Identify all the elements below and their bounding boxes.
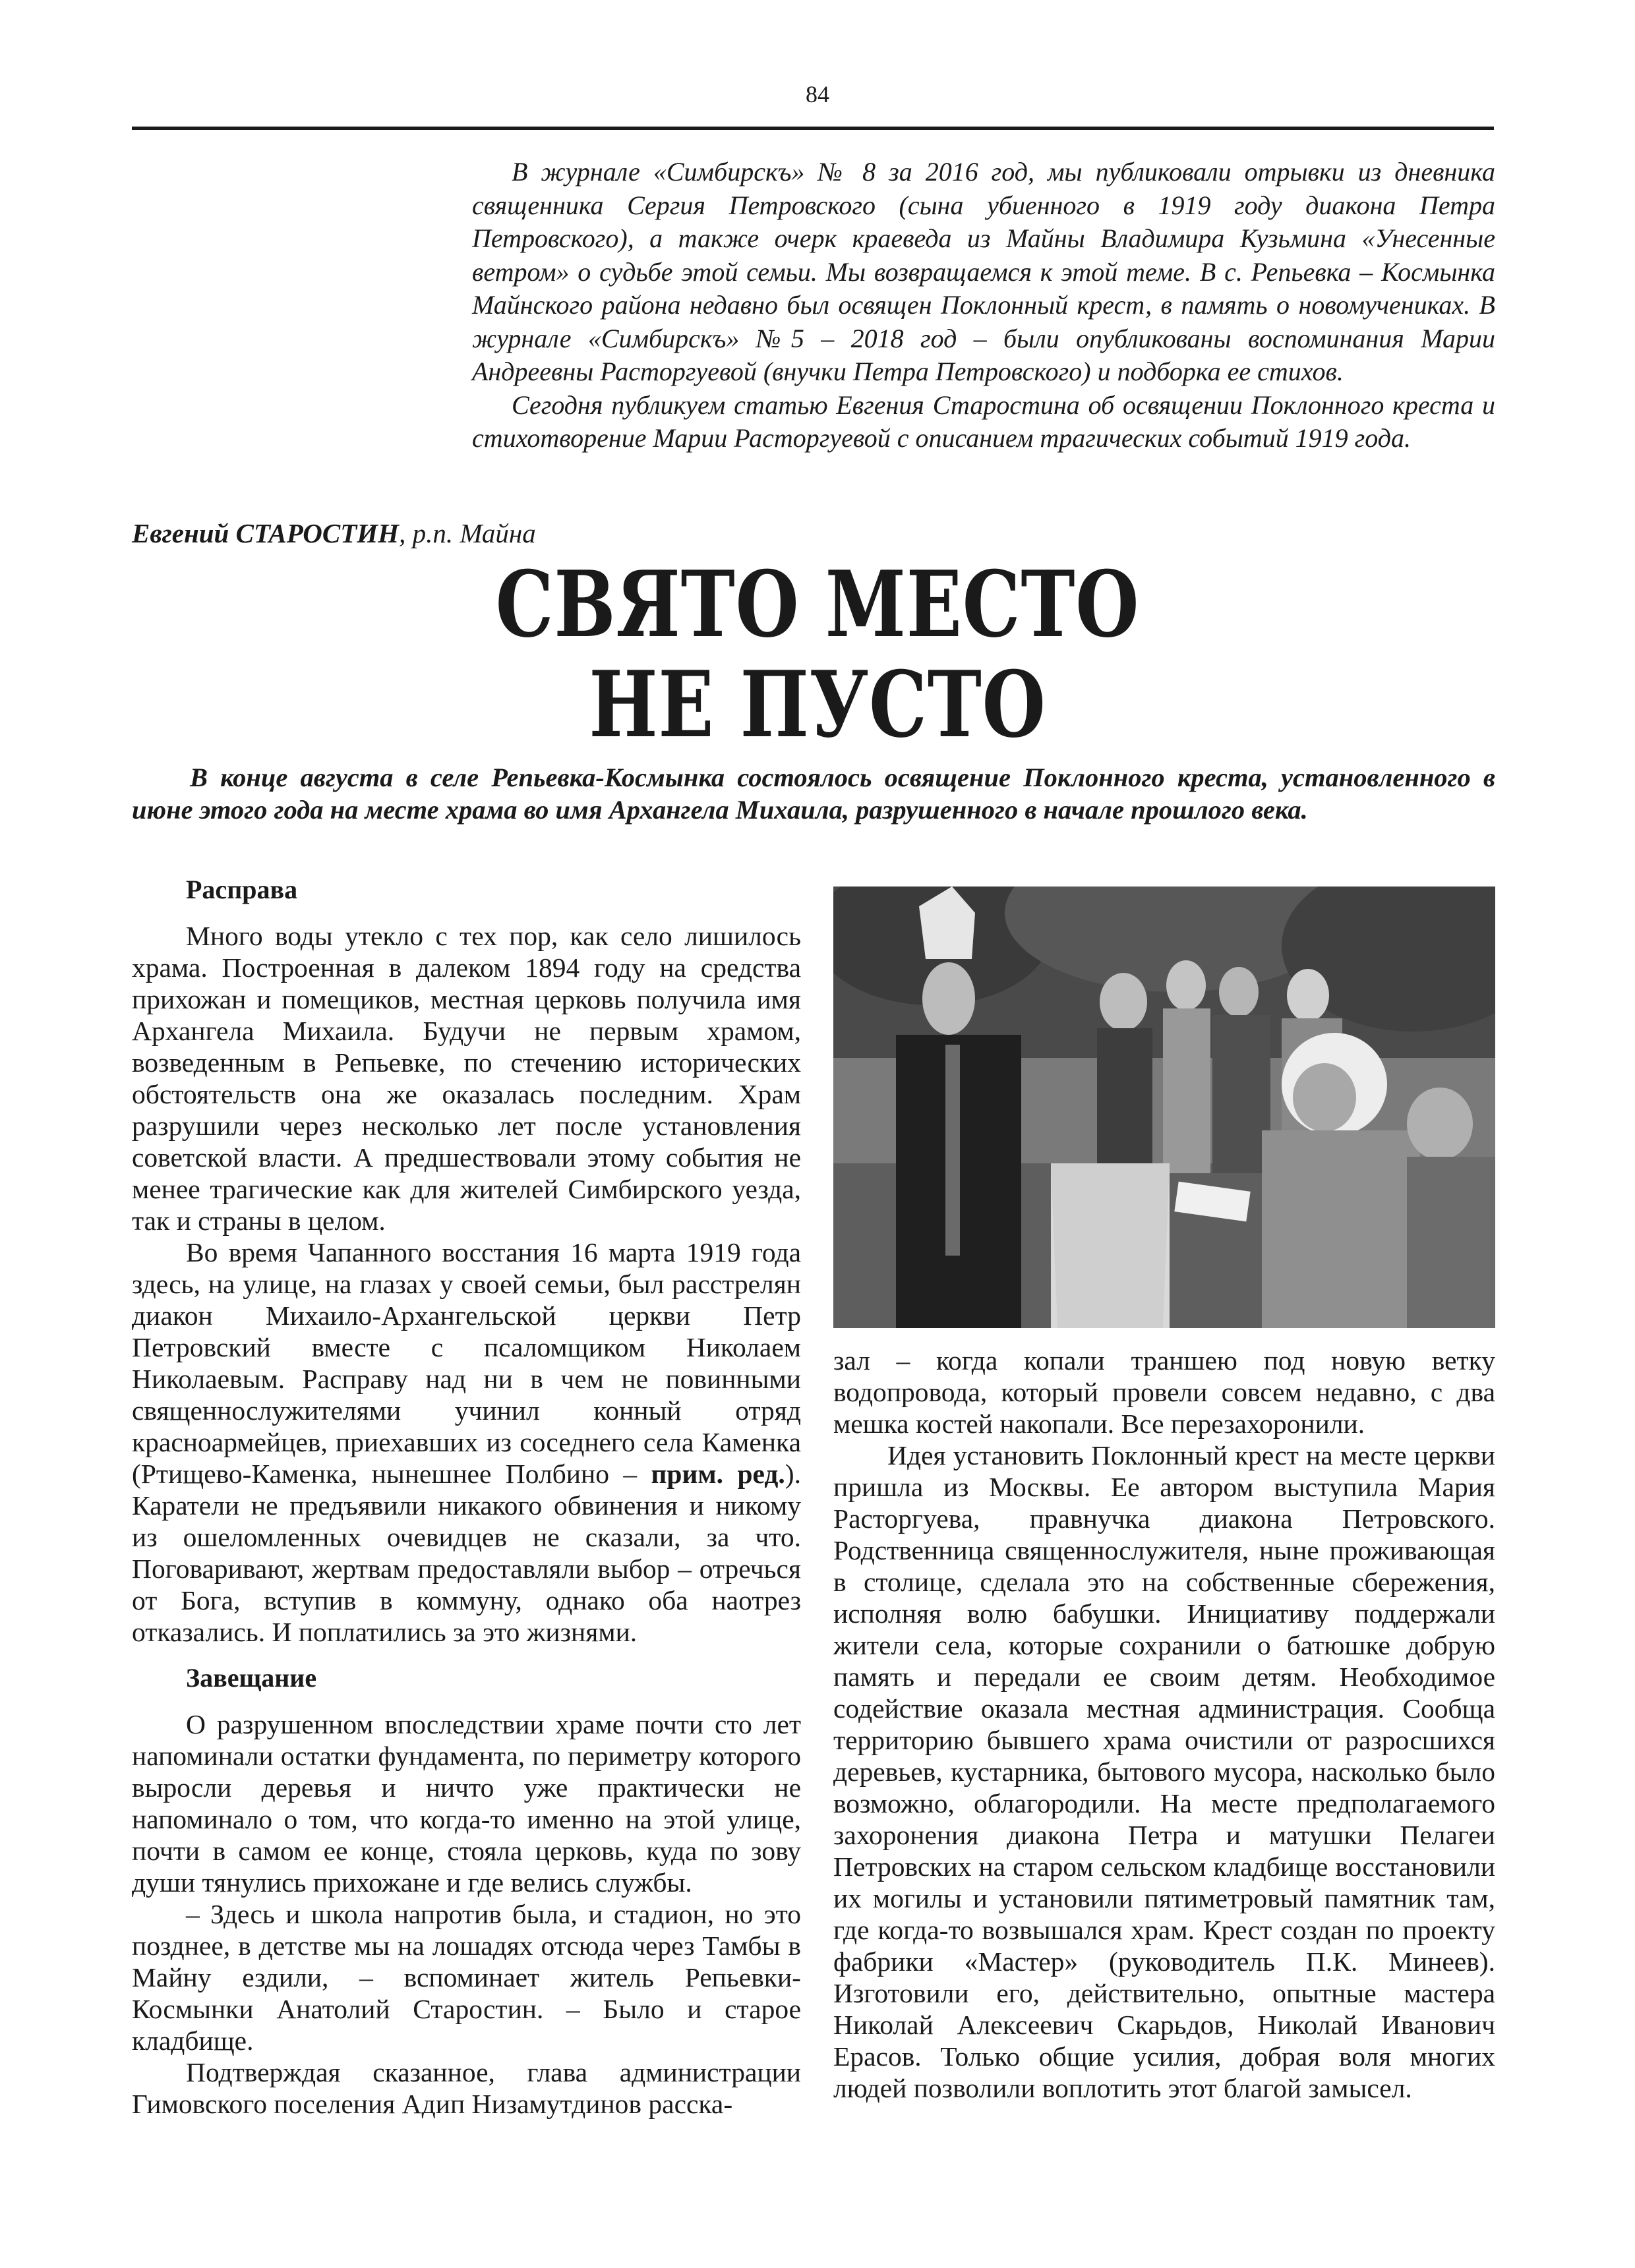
lead-paragraph: В конце августа в селе Репьевка-Космынка состоялось освящение Поклонного креста, установленного в июне этого года на месте храма во имя Архангела Михаила, разрушенного в начале прошлого века. [132, 763, 1495, 825]
page-number: 84 [806, 81, 829, 107]
intro-paragraph: В журнале «Симбирскъ» № 8 за 2016 год, мы публиковали отрывки из дневника священника Сергия Петровского (сына убиенного в 1919 году диакона Петра Петровского), а также очерк краеведа из Майны Владимира Кузьмина «Унесенные ветром» о судьбе этой семьи. Мы возвращаемся к этой теме. В с. Репьевка – Космынка Майнского района недавно был освящен Поклонный крест, в память о новомучениках. В журнале «Симбирскъ» №5 – 2018 год – были опубликованы воспоминания Марии Андреевны Расторгуевой (внучки Петра Петровского) и подборка ее стихов. [472, 157, 1495, 386]
photo-illustration [833, 887, 1495, 1328]
header-rule [132, 127, 1494, 130]
author-place: , р.п. Майна [399, 518, 536, 548]
right-column [833, 1345, 1495, 2104]
left-column [132, 871, 801, 2120]
section-heading: Завещание [186, 1663, 317, 1693]
headline-line-1: СВЯТО МЕСТО [495, 550, 1140, 658]
byline [132, 517, 536, 549]
body-paragraph: Подтверждая сказанное, глава администрации Гимовского поселения Адип Низамутдинов расска- [132, 2057, 801, 2119]
body-paragraph: Во время Чапанного восстания 16 марта 1919 года здесь, на улице, на глазах у своей семьи, был расстрелян диакон Михаило-Архангельской церкви Петр Петровский вместе с псаломщиком Николаем Николаевым. Расправу над ни в чем не повинными священнослужителями учинил конный отряд красноармейцев, приехавших из соседнего села Каменка (Ртищево-Каменка, нынешнее Полбино – прим. ред.). Каратели не предъявили никакого обвинения и никому из ошеломленных очевидцев не сказали, за что. Поговаривают, жертвам предоставляли выбор – отречься от Бога, вступив в коммуну, однако оба наотрез отказались. И поплатились за это жизнями. [132, 1237, 801, 1647]
body-paragraph: Идея установить Поклонный крест на месте церкви пришла из Москвы. Ее автором выступила Мария Расторгуева, правнучка диакона Петровского. Родственница священнослужителя, ныне проживающая в столице, сделала это на собственные сбережения, исполняя волю бабушки. Инициативу поддержали жители села, которые сохранили о батюшке добрую память и передали ее своим детям. Необходимое содействие оказала местная администрация. Сообща территорию бывшего храма очистили от разросшихся деревьев, кустарника, бытового мусора, насколько было возможно, облагородили. На месте предполагаемого захоронения диакона Петра и матушки Пелагеи Петровских на старом сельском кладбище восстановили их могилы и установили пятиметровый памятник там, где когда-то возвышался храм. Крест создан по проекту фабрики «Мастер» (руководитель П.К. Минеев). Изготовили его, действительно, опытные мастера Николай Алексеевич Скарьдов, Николай Иванович Ерасов. Только общие усилия, добрая воля многих людей позволили воплотить этот благой замысел. [833, 1440, 1495, 2103]
editorial-intro [472, 156, 1495, 455]
headline-line-2: НЕ ПУСТО [589, 651, 1046, 758]
body-paragraph: зал – когда копали траншею под новую ветку водопровода, который провели совсем недавно, с два мешка костей накопали. Все перезахоронили. [833, 1345, 1495, 1439]
editor-note: прим. ред. [651, 1459, 785, 1489]
body-paragraph: – Здесь и школа напротив была, и стадион, но это позднее, в детстве мы на лошадях отсюда через Тамбы в Майну ездили, – вспоминает житель Репьевки-Космынки Анатолий Старостин. – Было и старое кладбище. [132, 1899, 801, 2056]
section-heading: Расправа [186, 875, 298, 904]
body-paragraph: Много воды утекло с тех пор, как село лишилось храма. Построенная в далеком 1894 году на средства прихожан и помещиков, местная церковь получила имя Архангела Михаила. Будучи не первым храмом, возведенным в Репьевке, по стечению исторических обстоятельств она же оказалась последним. Храм разрушили через несколько лет после установления советской власти. А предшествовали этому события не менее трагические как для жителей Симбирского уезда, так и страны в целом. [132, 921, 801, 1236]
article-photo [833, 887, 1495, 1328]
intro-paragraph: Сегодня публикуем статью Евгения Старостина об освящении Поклонного креста и стихотворение Марии Расторгуевой с описанием трагических событий 1919 года. [472, 390, 1495, 453]
body-paragraph: О разрушенном впоследствии храме почти сто лет напоминали остатки фундамента, по периметру которого выросли деревья и ничто уже практически не напоминало о том, что когда-то именно на этой улице, почти в самом ее конце, стояла церковь, куда по зову души тянулись прихожане и где велись службы. [132, 1709, 801, 1898]
author-name: Евгений СТАРОСТИН [132, 518, 400, 548]
